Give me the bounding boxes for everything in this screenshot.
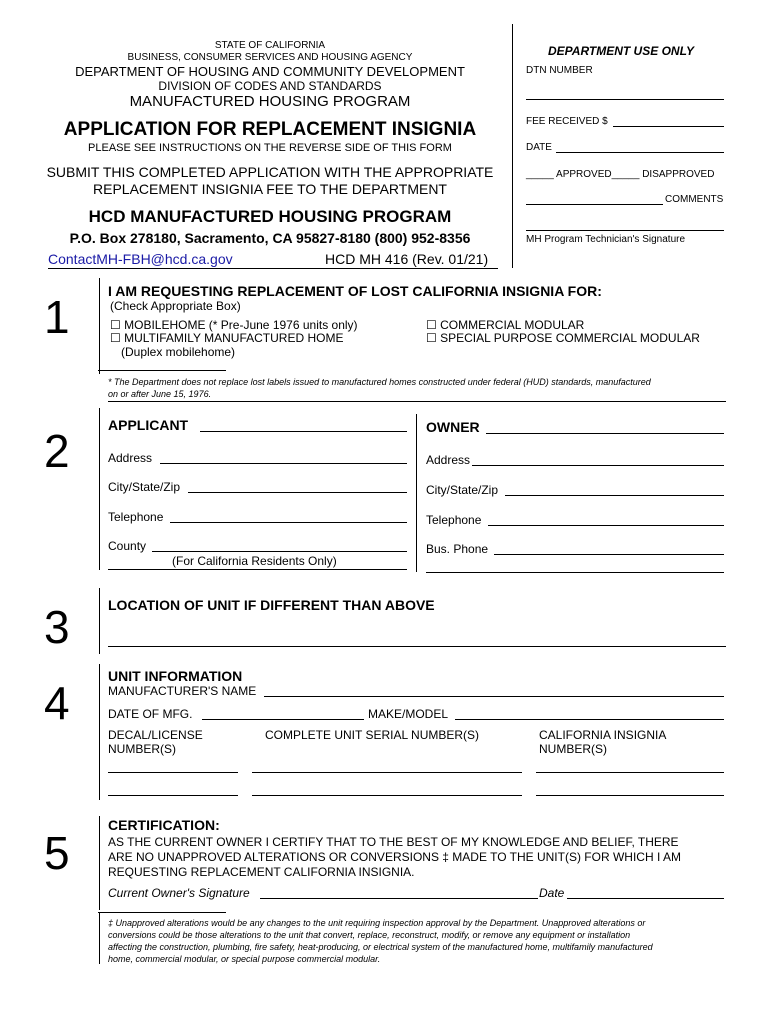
form-title: APPLICATION FOR REPLACEMENT INSIGNIA — [63, 119, 477, 140]
certification-text: AS THE CURRENT OWNER I CERTIFY THAT TO THE BEST OF MY KNOWLEDGE AND BELIEF, THERE ARE NO UNAPPROVED ALTERATIONS OR CONVERSIONS ‡ MADE TO THE UNIT(S) FOR WHICH I AM REQUESTING REPLACEMENT CALIFORNIA INSIGNIA. — [108, 835, 681, 879]
fee-field[interactable] — [613, 126, 724, 127]
submit-line-2: REPLACEMENT INSIGNIA FEE TO THE DEPARTMENT — [93, 181, 447, 197]
bus-phone-label: Bus. Phone — [426, 542, 489, 556]
division-label: DIVISION OF CODES AND STANDARDS — [158, 79, 382, 93]
owner-name-field[interactable] — [486, 433, 724, 434]
section-2-rule — [99, 408, 100, 570]
submit-line-1: SUBMIT THIS COMPLETED APPLICATION WITH THE APPROPRIATE — [46, 164, 494, 180]
location-field[interactable] — [108, 646, 726, 647]
insignia-label: CALIFORNIA INSIGNIA NUMBER(S) — [539, 728, 667, 756]
section-5-number: 5 — [44, 827, 70, 879]
applicant-telephone-field[interactable] — [170, 522, 407, 523]
owner-address-field[interactable] — [472, 465, 724, 466]
dtn-label: DTN NUMBER — [526, 65, 593, 76]
hcd-program-title: HCD MANUFACTURED HOUSING PROGRAM — [88, 207, 452, 226]
owner-city-field[interactable] — [505, 495, 724, 496]
dept-date-label: DATE — [526, 142, 552, 153]
commercial-label: COMMERCIAL MODULAR — [440, 318, 585, 332]
agency-label: BUSINESS, CONSUMER SERVICES AND HOUSING AGENCY — [127, 52, 413, 63]
state-label: STATE OF CALIFORNIA — [214, 40, 326, 51]
section-1-rule — [99, 278, 100, 374]
section-2-column-divider — [416, 414, 417, 572]
footnote-2: ‡ Unapproved alterations would be any changes to the unit requiring inspection approval by the Department. Unapproved alterations or conversions could be those alterations to the unit that convert, replace, reconstruct, modify, or remove any equipment or installation affecting the construction, plumbing, fire safety, heat-producing, or electrical system of the manufactured home, multifamily manufactured home, commercial modular, or special purpose commercial modular. — [108, 918, 653, 964]
owner-city-label: City/State/Zip — [426, 483, 499, 497]
section-3-rule — [99, 588, 100, 654]
dept-box-border — [512, 24, 513, 268]
applicant-telephone-label: Telephone — [108, 510, 164, 524]
insignia-field-1[interactable] — [536, 772, 724, 773]
checkbox-icon[interactable]: ☐ — [426, 331, 437, 345]
owner-telephone-label: Telephone — [426, 513, 482, 527]
checkbox-icon[interactable]: ☐ — [110, 318, 121, 332]
address-phone: P.O. Box 278180, Sacramento, CA 95827-8180 (800) 952-8356 — [69, 230, 471, 246]
decal-label: DECAL/LICENSE NUMBER(S) — [108, 728, 203, 756]
form-number: HCD MH 416 (Rev. 01/21) — [325, 251, 489, 267]
checkbox-icon[interactable]: ☐ — [110, 331, 121, 345]
department-label: DEPARTMENT OF HOUSING AND COMMUNITY DEVELOPMENT — [75, 64, 465, 79]
owner-signature-field[interactable] — [260, 898, 538, 899]
applicant-city-field[interactable] — [188, 492, 407, 493]
certification-date-field[interactable] — [567, 898, 724, 899]
special-purpose-label: SPECIAL PURPOSE COMMERCIAL MODULAR — [440, 331, 700, 345]
section-4-title: UNIT INFORMATION — [108, 668, 243, 684]
program-label: MANUFACTURED HOUSING PROGRAM — [129, 93, 411, 110]
dtn-field[interactable] — [526, 99, 724, 100]
contact-email-link[interactable]: ContactMH-FBH@hcd.ca.gov — [48, 251, 233, 267]
approval-status[interactable]: _____ APPROVED_____ DISAPPROVED — [526, 169, 715, 180]
insignia-field-2[interactable] — [536, 795, 724, 796]
section-2-number: 2 — [44, 425, 70, 477]
county-note: (For California Residents Only) — [172, 554, 337, 568]
section-3-title: LOCATION OF UNIT IF DIFFERENT THAN ABOVE — [108, 597, 435, 613]
applicant-address-field[interactable] — [160, 463, 407, 464]
bus-phone-field[interactable] — [494, 554, 724, 555]
owner-signature-label: Current Owner's Signature — [108, 886, 250, 900]
section-5-title: CERTIFICATION: — [108, 817, 220, 833]
special-purpose-option[interactable] — [426, 331, 700, 345]
owner-telephone-field[interactable] — [488, 525, 724, 526]
checkbox-icon[interactable]: ☐ — [426, 318, 437, 332]
county-label: County — [108, 539, 147, 553]
certification-date-label: Date — [539, 886, 565, 900]
section-1-title: I AM REQUESTING REPLACEMENT OF LOST CALIFORNIA INSIGNIA FOR: — [108, 283, 602, 299]
decal-field-2[interactable] — [108, 795, 238, 796]
applicant-city-label: City/State/Zip — [108, 480, 181, 494]
dept-use-title: DEPARTMENT USE ONLY — [548, 44, 695, 58]
footnote-1: * The Department does not replace lost labels issued to manufactured homes constructed under federal (HUD) standards, manufactured on or after June 15, 1976. — [108, 377, 651, 399]
footnote-2-rule — [98, 912, 226, 913]
technician-label: MH Program Technician's Signature — [526, 234, 686, 245]
serial-field-1[interactable] — [252, 772, 522, 773]
applicant-address-label: Address — [108, 451, 153, 465]
section-1-number: 1 — [44, 291, 70, 343]
section-5-rule — [99, 816, 100, 910]
applicant-name-field[interactable] — [200, 431, 407, 432]
duplex-label: (Duplex mobilehome) — [121, 345, 236, 359]
fee-label: FEE RECEIVED $ — [526, 116, 608, 127]
serial-label: COMPLETE UNIT SERIAL NUMBER(S) — [265, 728, 480, 742]
technician-signature-field[interactable] — [526, 230, 724, 231]
applicant-label: APPLICANT — [108, 417, 189, 433]
make-model-field[interactable] — [455, 719, 724, 720]
footnote-1-divider — [108, 401, 726, 402]
date-mfg-field[interactable] — [202, 719, 364, 720]
county-field[interactable] — [152, 551, 407, 552]
header-divider — [48, 268, 498, 269]
dept-date-field[interactable] — [556, 152, 724, 153]
section-4-rule — [99, 664, 100, 800]
footnote-1-rule — [98, 370, 226, 371]
owner-address-label: Address — [426, 453, 471, 467]
comments-label: COMMENTS — [665, 194, 724, 205]
comments-field[interactable] — [526, 204, 663, 205]
instructions-note: PLEASE SEE INSTRUCTIONS ON THE REVERSE SIDE OF THIS FORM — [88, 142, 452, 154]
section-4-number: 4 — [44, 677, 70, 729]
manufacturer-field[interactable] — [264, 696, 724, 697]
applicant-bottom-rule — [108, 569, 407, 570]
date-mfg-label: DATE OF MFG. — [108, 707, 193, 721]
mobilehome-option[interactable] — [110, 318, 358, 332]
mobilehome-label: MOBILEHOME (* Pre-June 1976 units only) — [124, 318, 358, 332]
multifamily-option[interactable] — [110, 331, 343, 345]
check-hint: (Check Appropriate Box) — [110, 299, 241, 313]
commercial-option[interactable] — [426, 318, 584, 332]
make-model-label: MAKE/MODEL — [368, 707, 449, 721]
manufacturer-label: MANUFACTURER'S NAME — [108, 684, 257, 698]
footnote-2-side-rule — [99, 912, 100, 964]
owner-label: OWNER — [426, 419, 480, 435]
owner-bottom-rule — [426, 572, 724, 573]
serial-field-2[interactable] — [252, 795, 522, 796]
section-3-number: 3 — [44, 601, 70, 653]
multifamily-label: MULTIFAMILY MANUFACTURED HOME — [124, 331, 344, 345]
decal-field-1[interactable] — [108, 772, 238, 773]
